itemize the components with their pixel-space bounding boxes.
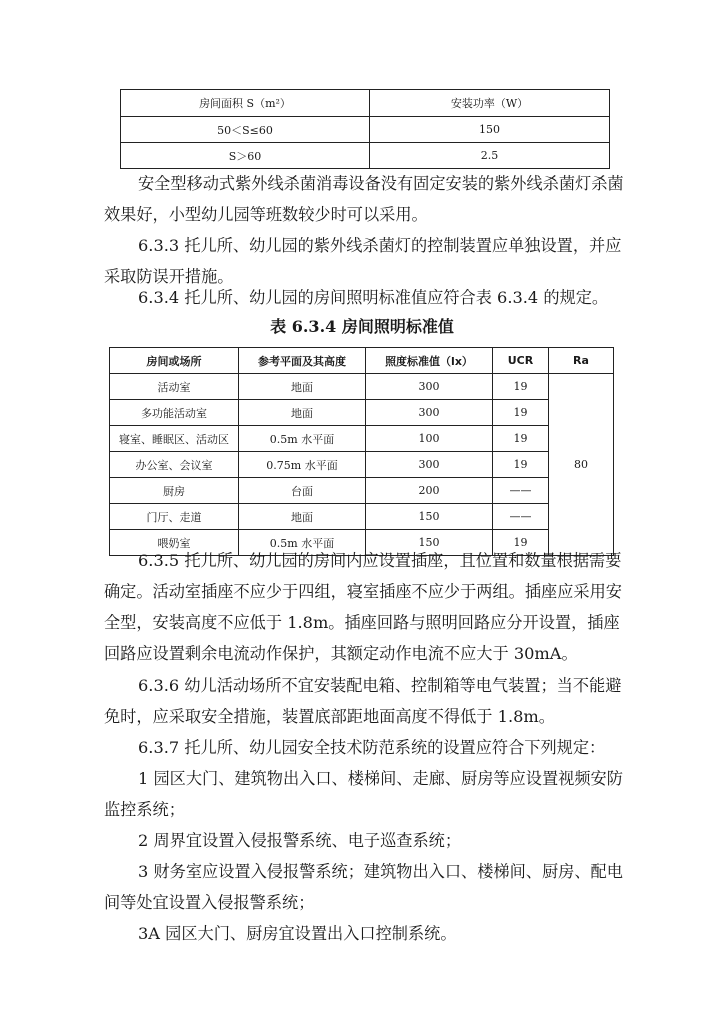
paragraph-6-3-3: 6.3.3 托儿所、幼儿园的紫外线杀菌灯的控制装置应单独设置，并应采取防误开措施。 bbox=[104, 236, 622, 286]
table-cell: 19 bbox=[493, 426, 549, 452]
table-cell: 19 bbox=[493, 374, 549, 400]
table-row bbox=[110, 400, 614, 426]
table-cell: 寝室、睡眠区、活动区 bbox=[110, 426, 239, 452]
table-cell: 办公室、会议室 bbox=[110, 452, 239, 478]
table-cell: —— bbox=[493, 504, 549, 530]
table-cell: 300 bbox=[366, 452, 493, 478]
list-item-1: 1 园区大门、建筑物出入口、楼梯间、走廊、厨房等应设置视频安防监控系统； bbox=[104, 769, 623, 819]
table-cell: —— bbox=[493, 478, 549, 504]
table-cell: 200 bbox=[366, 478, 493, 504]
table-row bbox=[121, 143, 610, 169]
table-cell: 300 bbox=[366, 400, 493, 426]
table-row bbox=[110, 452, 614, 478]
paragraph-uv-mobile: 安全型移动式紫外线杀菌消毒设备没有固定安装的紫外线杀菌灯杀菌效果好，小型幼儿园等班数较少时可以采用。 bbox=[104, 174, 624, 224]
table-cell: 地面 bbox=[239, 374, 366, 400]
lighting-table bbox=[109, 347, 614, 556]
table-row bbox=[110, 374, 614, 400]
table-header-cell: 房间或场所 bbox=[110, 348, 239, 374]
table-cell: 2.5 bbox=[370, 143, 610, 169]
table-cell: 地面 bbox=[239, 504, 366, 530]
table-header-cell: 房间面积 S（m²） bbox=[121, 90, 370, 117]
list-item-3: 3 财务室应设置入侵报警系统；建筑物出入口、楼梯间、厨房、配电间等处宜设置入侵报警系统； bbox=[104, 862, 623, 912]
table-row bbox=[110, 426, 614, 452]
table-cell: 19 bbox=[493, 530, 549, 556]
table-cell: 0.5m 水平面 bbox=[239, 530, 366, 556]
table-header-cell: 参考平面及其高度 bbox=[239, 348, 366, 374]
table-cell: 0.5m 水平面 bbox=[239, 426, 366, 452]
table-cell: 19 bbox=[493, 452, 549, 478]
table-cell: 地面 bbox=[239, 400, 366, 426]
table-cell: 150 bbox=[370, 117, 610, 143]
table-cell: 门厅、走道 bbox=[110, 504, 239, 530]
table-cell: 150 bbox=[366, 504, 493, 530]
table-header-cell: UCR bbox=[493, 348, 549, 374]
table-cell: 台面 bbox=[239, 478, 366, 504]
table-cell: 活动室 bbox=[110, 374, 239, 400]
table-cell: 19 bbox=[493, 400, 549, 426]
table-cell: 100 bbox=[366, 426, 493, 452]
ra-cell: 80 bbox=[549, 374, 614, 556]
table-cell: 喂奶室 bbox=[110, 530, 239, 556]
table-header-cell: 安装功率（W） bbox=[370, 90, 610, 117]
table-cell: 0.75m 水平面 bbox=[239, 452, 366, 478]
list-item-2: 2 周界宜设置入侵报警系统、电子巡查系统； bbox=[138, 831, 462, 850]
table-header-row bbox=[110, 348, 614, 374]
power-table bbox=[120, 89, 610, 169]
table-cell: 300 bbox=[366, 374, 493, 400]
table-header-row bbox=[121, 90, 610, 117]
table-row bbox=[110, 504, 614, 530]
table-cell: 厨房 bbox=[110, 478, 239, 504]
list-item-3a: 3A 园区大门、厨房宜设置出入口控制系统。 bbox=[138, 924, 457, 943]
paragraph-6-3-7: 6.3.7 托儿所、幼儿园安全技术防范系统的设置应符合下列规定： bbox=[138, 738, 606, 757]
table-cell: S＞60 bbox=[121, 143, 370, 169]
table-caption: 表 6.3.4 房间照明标准值 bbox=[270, 317, 454, 336]
table-cell: 多功能活动室 bbox=[110, 400, 239, 426]
table-cell: 150 bbox=[366, 530, 493, 556]
paragraph-6-3-6: 6.3.6 幼儿活动场所不宜安装配电箱、控制箱等电气装置；当不能避免时，应采取安全措施，装置底部距地面高度不得低于 1.8m。 bbox=[104, 676, 622, 726]
paragraph-6-3-4: 6.3.4 托儿所、幼儿园的房间照明标准值应符合表 6.3.4 的规定。 bbox=[138, 288, 609, 307]
paragraph-6-3-5: 6.3.5 托儿所、幼儿园的房间内应设置插座，且位置和数量根据需要确定。活动室插座不应少于四组，寝室插座不应少于两组。插座应采用安全型，安装高度不应低于 1.8m。插座回路与照明回路应分开设置，插座回路应设置剩余电流动作保护，其额定动作电流不应大于 30mA。 bbox=[104, 551, 622, 663]
table-row bbox=[110, 478, 614, 504]
table-row bbox=[121, 117, 610, 143]
table-header-cell: 照度标准值（lx） bbox=[366, 348, 493, 374]
table-header-cell: Ra bbox=[549, 348, 614, 374]
table-cell: 50＜S≤60 bbox=[121, 117, 370, 143]
